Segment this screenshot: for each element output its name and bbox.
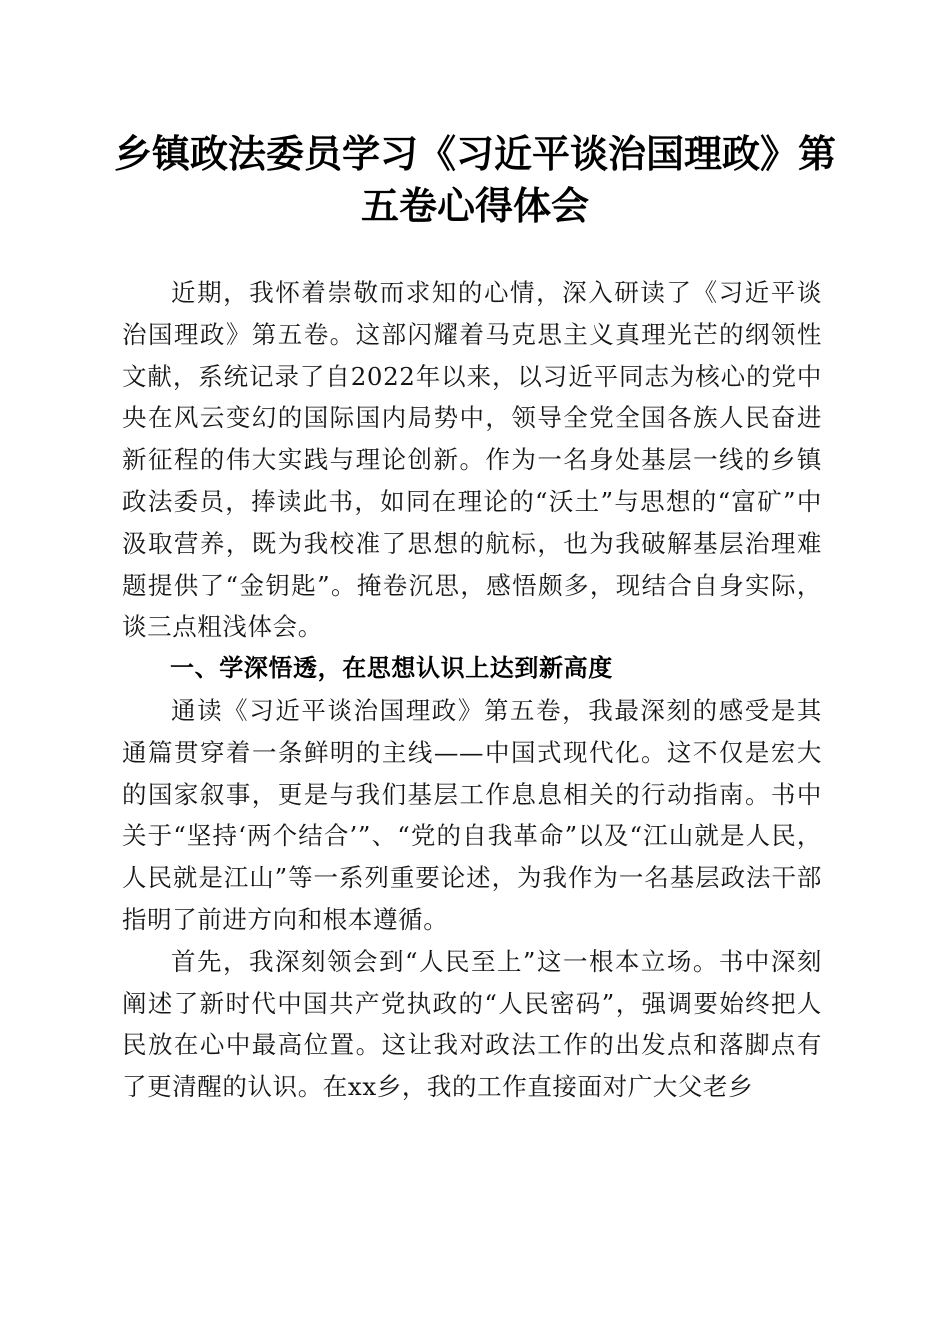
section-1-paragraph-1: 通读《习近平谈治国理政》第五卷，我最深刻的感受是其通篇贯穿着一条鲜明的主线——中国式现代化。这不仅是宏大的国家叙事，更是与我们基层工作息息相关的行动指南。书中关于“坚持‘两个结合’”、“党的自我革命”以及“江山就是人民，人民就是江山”等一系列重要论述，为我作为一名基层政法干部指明了前进方向和根本遵循。: [122, 695, 822, 934]
section-heading-1: 一、学深悟透，在思想认识上达到新高度: [170, 654, 613, 683]
intro-paragraph: 近期，我怀着崇敬而求知的心情，深入研读了《习近平谈治国理政》第五卷。这部闪耀着马克思主义真理光芒的纲领性文献，系统记录了自2022年以来，以习近平同志为核心的党中央在风云变幻的国际国内局势中，领导全党全国各族人民奋进新征程的伟大实践与理论创新。作为一名身处基层一线的乡镇政法委员，捧读此书，如同在理论的“沃土”与思想的“富矿”中汲取营养，既为我校准了思想的航标，也为我破解基层治理难题提供了“金钥匙”。掩卷沉思，感悟颇多，现结合自身实际，谈三点粗浅体会。: [122, 278, 822, 642]
section-1-paragraph-2: 首先，我深刻领会到“人民至上”这一根本立场。书中深刻阐述了新时代中国共产党执政的“人民密码”，强调要始终把人民放在心中最高位置。这让我对政法工作的出发点和落脚点有了更清醒的认识。在xx乡，我的工作直接面对广大父老乡: [122, 946, 822, 1102]
document-title: 乡镇政法委员学习《习近平谈治国理政》第五卷心得体会: [113, 131, 836, 228]
document-body: [122, 272, 822, 1108]
